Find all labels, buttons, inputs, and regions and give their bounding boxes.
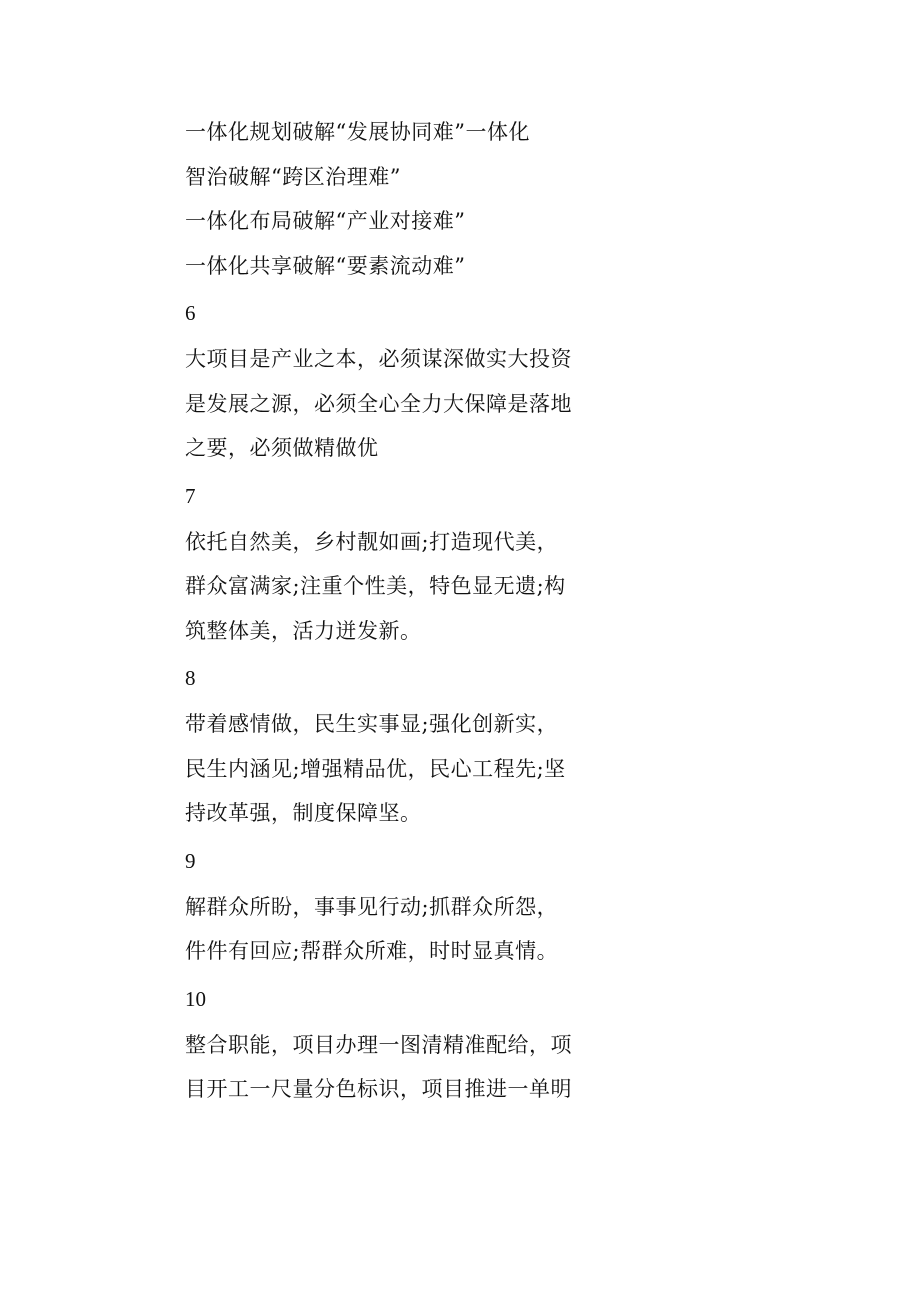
- text-line: 之要，必须做精做优: [185, 436, 379, 460]
- section-10: [185, 976, 585, 1112]
- section-6: [185, 290, 585, 471]
- text-line: 整合职能，项目办理一图清精准配给，项: [185, 1032, 572, 1057]
- text-line: 目开工一尺量分色标识，项目推进一单明: [185, 1077, 572, 1101]
- text-line: 件件有回应;帮群众所难，时时显真情。: [185, 939, 559, 963]
- text-line: 一体化共享破解“要素流动难”: [185, 253, 466, 278]
- section-7: [185, 473, 585, 654]
- section-intro: [185, 110, 585, 288]
- text-line: 民生内涵见;增强精品优，民心工程先;坚: [185, 756, 566, 781]
- section-8: [185, 655, 585, 836]
- text-line: 群众富满家;注重个性美，特色显无遗;构: [185, 574, 566, 598]
- text-line: 智治破解“跨区治理难”: [185, 164, 401, 189]
- document-page: [185, 110, 585, 1112]
- text-line: 持改革强，制度保障坚。: [185, 801, 422, 825]
- section-9: [185, 838, 585, 974]
- text-line: 是发展之源，必须全心全力大保障是落地: [185, 391, 572, 416]
- text-line: 解群众所盼，事事见行动;抓群众所怨，: [185, 894, 559, 919]
- text-line: 一体化规划破解“发展协同难”一体化: [185, 120, 530, 144]
- section-number: 6: [185, 301, 196, 325]
- section-number: 9: [185, 848, 196, 873]
- text-line: 依托自然美，乡村靓如画;打造现代美，: [185, 529, 559, 554]
- text-line: 带着感情做，民生实事显;强化创新实，: [185, 712, 559, 736]
- text-line: 筑整体美，活力迸发新。: [185, 618, 422, 643]
- text-line: 一体化布局破解“产业对接难”: [185, 209, 466, 233]
- section-number: 7: [185, 483, 196, 508]
- text-line: 大项目是产业之本，必须谋深做实大投资: [185, 347, 572, 371]
- section-number: 10: [185, 986, 206, 1011]
- section-number: 8: [185, 666, 196, 690]
